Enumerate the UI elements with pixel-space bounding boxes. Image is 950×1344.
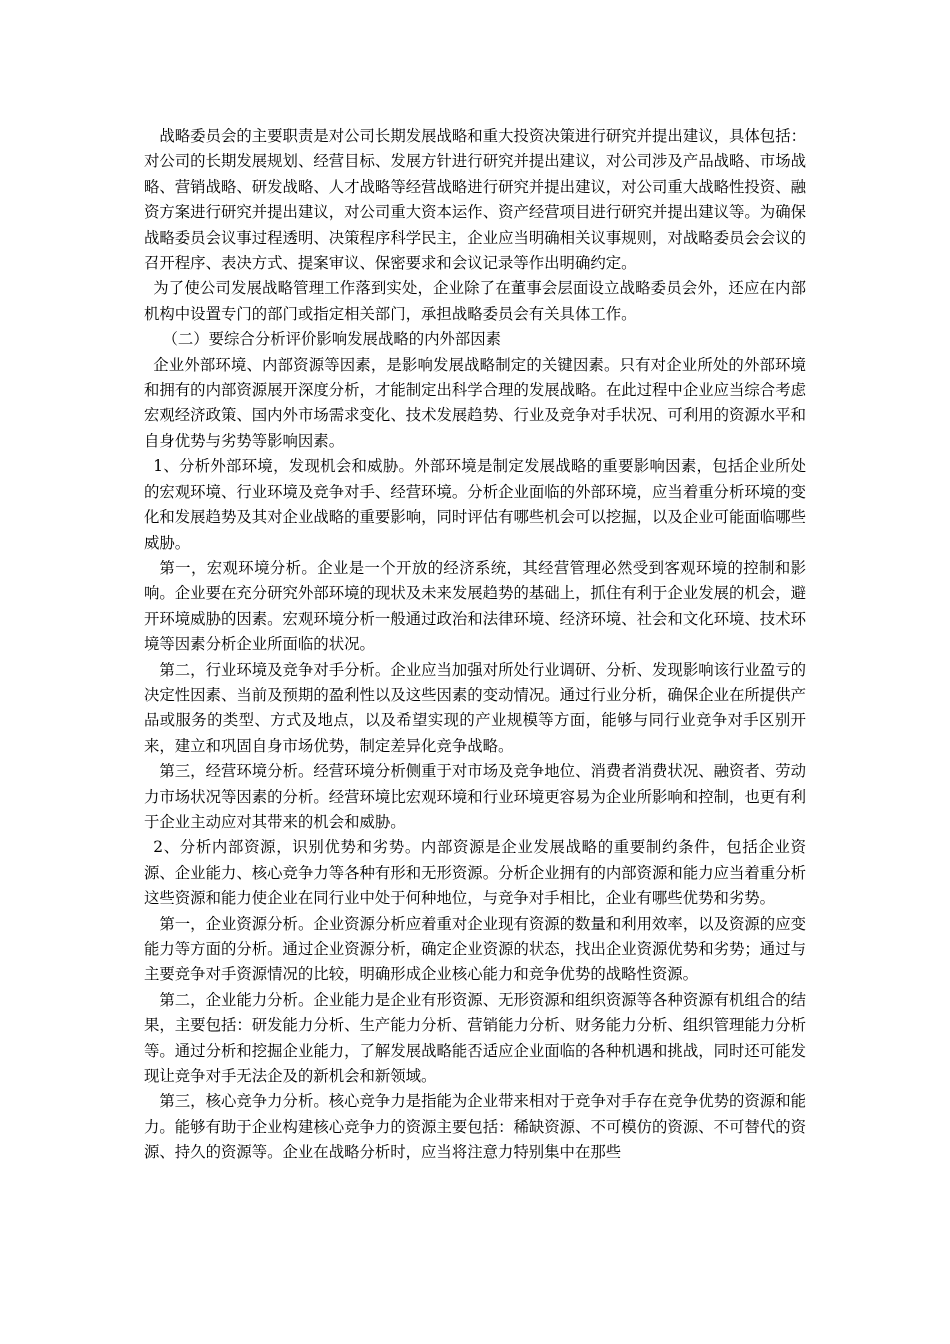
paragraph-internal-resources: 2、分析内部资源，识别优势和劣势。内部资源是企业发展战略的重要制约条件，包括企业资源、企业能力、核心竞争力等各种有形和无形资源。分析企业拥有的内部资源和能力应当着重分析这些资源和能力使企业在同行业中处于何种地位，与竞争对手相比，企业有哪些优势和劣势。 (144, 838, 806, 908)
paragraph-strategy-department: 为了使公司发展战略管理工作落到实处，企业除了在董事会层面设立战略委员会外，还应在内部机构中设置专门的部门或指定相关部门，承担战略委员会有关具体工作。 (144, 279, 806, 323)
paragraph-capability-analysis: 第二，企业能力分析。企业能力是企业有形资源、无形资源和组织资源等各种资源有机组合的结果，主要包括：研发能力分析、生产能力分析、营销能力分析、财务能力分析、组织管理能力分析等。通过分析和挖掘企业能力，了解发展战略能否适应企业面临的各种机遇和挑战，同时还可能发现让竞争对手无法企及的新机会和新领域。 (144, 990, 806, 1086)
paragraph-operating-environment: 第三，经营环境分析。经营环境分析侧重于对市场及竞争地位、消费者消费状况、融资者、劳动力市场状况等因素的分析。经营环境比宏观环境和行业环境更容易为企业所影响和控制，也更有利于企业主动应对其带来的机会和威胁。 (144, 762, 806, 831)
section-heading-internal-external-factors: （二）要综合分析评价影响发展战略的内外部因素 (162, 330, 502, 349)
document-body (144, 124, 806, 1166)
paragraph-industry-competitors: 第二，行业环境及竞争对手分析。企业应当加强对所处行业调研、分析、发现影响该行业盈亏的决定性因素、当前及预期的盈利性以及这些因素的变动情况。通过行业分析，确保企业在所提供产品或服务的类型、方式及地点，以及希望实现的产业规模等方面，能够与同行业竞争对手区别开来，建立和巩固自身市场优势，制定差异化竞争战略。 (144, 660, 806, 755)
paragraph-external-environment: 1、分析外部环境，发现机会和威胁。外部环境是制定发展战略的重要影响因素，包括企业所处的宏观环境、行业环境及竞争对手、经营环境。分析企业面临的外部环境，应当着重分析环境的变化和发展趋势及其对企业战略的重要影响，同时评估有哪些机会可以挖掘，以及企业可能面临哪些威胁。 (144, 457, 806, 552)
paragraph-resource-analysis: 第一，企业资源分析。企业资源分析应着重对企业现有资源的数量和利用效率，以及资源的应变能力等方面的分析。通过企业资源分析，确定企业资源的状态，找出企业资源优势和劣势；通过与主要竞争对手资源情况的比较，明确形成企业核心能力和竞争优势的战略性资源。 (144, 914, 806, 984)
paragraph-key-factors: 企业外部环境、内部资源等因素，是影响发展战略制定的关键因素。只有对企业所处的外部环境和拥有的内部资源展开深度分析，才能制定出科学合理的发展战略。在此过程中企业应当综合考虑宏观经济政策、国内外市场需求变化、技术发展趋势、行业及竞争对手状况、可利用的资源水平和自身优势与劣势等影响因素。 (144, 355, 806, 450)
paragraph-strategy-committee-duties: 战略委员会的主要职责是对公司长期发展战略和重大投资决策进行研究并提出建议，具体包括：对公司的长期发展规划、经营目标、发展方针进行研究并提出建议，对公司涉及产品战略、市场战略、营销战略、研发战略、人才战略等经营战略进行研究并提出建议，对公司重大战略性投资、融资方案进行研究并提出建议，对公司重大资本运作、资产经营项目进行研究并提出建议等。为确保战略委员会议事过程透明、决策程序科学民主，企业应当明确相关议事规则，对战略委员会会议的召开程序、表决方式、提案审议、保密要求和会议记录等作出明确约定。 (144, 127, 806, 273)
paragraph-macro-environment: 第一，宏观环境分析。企业是一个开放的经济系统，其经营管理必然受到客观环境的控制和影响。企业要在充分研究外部环境的现状及未来发展趋势的基础上，抓住有利于企业发展的机会，避开环境威胁的因素。宏观环境分析一般通过政治和法律环境、经济环境、社会和文化环境、技术环境等因素分析企业所面临的状况。 (144, 558, 806, 654)
paragraph-core-competence: 第三，核心竞争力分析。核心竞争力是指能为企业带来相对于竞争对手存在竞争优势的资源和能力。能够有助于企业构建核心竞争力的资源主要包括：稀缺资源、不可模仿的资源、不可替代的资源、持久的资源等。企业在战略分析时，应当将注意力特别集中在那些 (144, 1092, 806, 1162)
